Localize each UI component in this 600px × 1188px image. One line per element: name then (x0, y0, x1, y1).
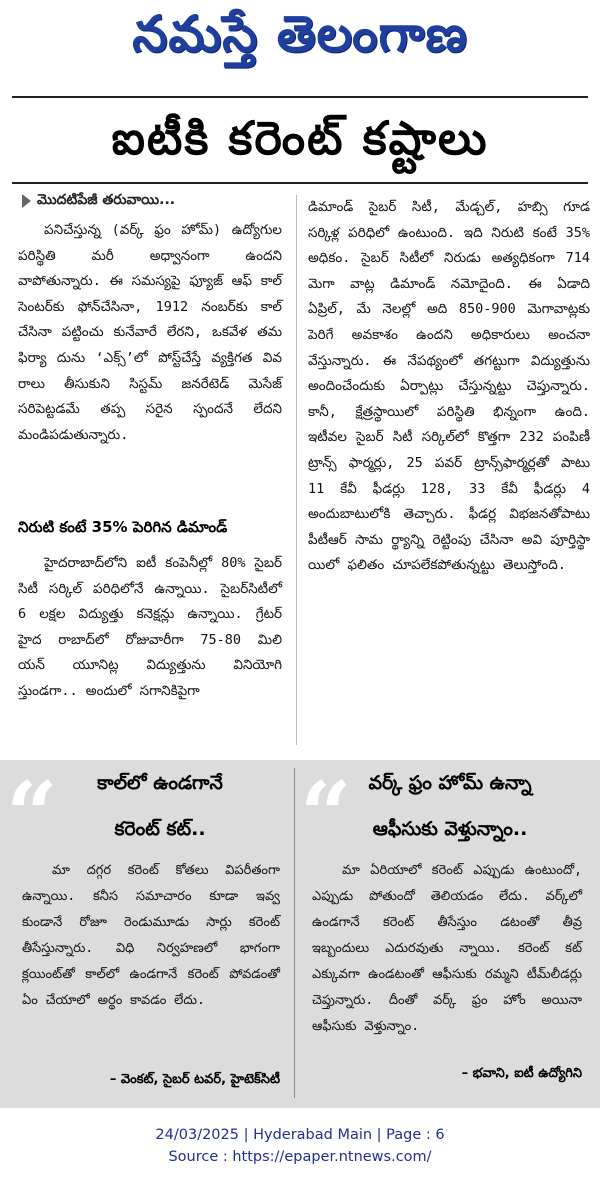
quote1-title-line2: కరెంట్ కట్.. (114, 818, 206, 840)
left-column-para1 (18, 218, 282, 448)
paragraph: హైదరాబాద్‌లోని ఐటీ కంపెనీల్లో 80% సైబర్ సిటీ సర్కిల్ పరిధిలోనే ఉన్నాయి. సైబర్‌సిటీలో 6 లక్షల విద్యుత్తు కనెక్షన్లు ఉన్నాయి. గ్రేటర్ హైద రాబాద్‌లో రోజువారీగా 75-80 మిలి యన్ యూనిట్ల విద్యుత్తును వినియోగి స్తుండగా.. అందులో సగానికిపైగా (18, 555, 282, 699)
page-footer (0, 1124, 600, 1172)
quote1-text (22, 858, 280, 1014)
quote2-title-line2: ఆఫీసుకు వెళ్తున్నాం.. (372, 818, 528, 840)
footer-date-edition: 24/03/2025 | Hyderabad Main | Page : 6 (155, 1127, 445, 1143)
paragraph: డిమాండ్ సైబర్ సిటీ, మేడ్చల్, హబ్సి గూడ సర్కిళ్ల పరిధిలో ఉంటుంది. ఇది నిరుటి కంటే 35% అధికం. సైబర్ సిటీలో నిరుడు అత్యధికంగా 714 మెగా వాట్ల డిమాండ్ నమోదైంది. ఈ ఏడాది ఏప్రిల్, మే నెలల్లో అది 850-900 మెగావాట్లకు పెరిగే అవకాశం ఉందని అధికారులు అంచనా వేస్తున్నారు. ఈ నేపథ్యంలో తగట్టుగా విద్యుత్తును అందించేందుకు ఏర్పాట్లు చేస్తున్నట్టు చెప్తున్నారు. కానీ, క్షేత్రస్థాయిలో పరిస్థితి భిన్నంగా ఉంది. ఇటీవల సైబర్ సిటీ సర్కిల్‌లో కొత్తగా 232 పంపిణీ ట్రాన్స్ ఫార్మర్లు, 25 పవర్ ట్రాన్స్‌ఫార్మర్లతో పాటు 11 కేవీ ఫీడర్లు 128, 33 కేవీ ఫీడర్లు 4 అందుబాటులోకి తెచ్చారు. ఫీడర్ల విభజనతోపాటు పీటీఆర్ సామ ర్థ్యాన్ని రెట్టింపు చేసినా అవి పూర్తిస్థా యిలో ఫలితం చూపలేకపోతున్నట్టు తెలుస్తోంది. (308, 199, 590, 574)
subheading: నిరుటి కంటే 35% పెరిగిన డిమాండ్ (18, 518, 228, 536)
quote2-text (312, 858, 582, 1040)
quote-mark-icon: “ (300, 762, 352, 868)
continued-label (22, 190, 292, 212)
quote1-title-line1: కాల్‌లో ఉండగానే (97, 772, 223, 794)
left-column-para2 (18, 551, 282, 705)
quote-mark-icon: “ (6, 762, 58, 868)
quote2-attribution: – భవాని, ఐటీ ఉద్యోగిని (461, 1066, 582, 1081)
column-divider (296, 195, 297, 745)
quotes-divider (294, 768, 295, 1098)
paragraph: మా ఏరియాలో కరెంట్ ఎప్పుడు ఉంటుందో, ఎప్పుడు పోతుందో తెలియడం లేదు. వర్క్‌లో ఉండగానే కరెంట్ తీసేస్తుం డటంతో తీవ్ర ఇబ్బందులు ఎదురవుతు న్నాయి. కరెంట్ కట్ ఎక్కువగా ఉండటంతో ఆఫీసుకు రమ్మని టీమ్‌లీడర్లు చెప్తున్నారు. దీంతో వర్క్ ఫ్రం హోం అయినా ఆఫీసుకు వెళ్తున్నాం. (312, 863, 582, 1034)
right-column (308, 195, 590, 579)
paragraph: మా దగ్గర కరెంట్ కోతలు విపరీతంగా ఉన్నాయి. కనీస సమాచారం కూడా ఇవ్వ కుండానే రోజూ రెండుమూడు సార్లు కరెంట్ తీసేస్తున్నారు. విధి నిర్వహణలో భాగంగా క్లయింట్‌తో కాల్‌లో ఉండగానే కరెంట్ పోవడంతో ఏం చేయాలో అర్థం కావడం లేదు. (22, 863, 280, 1008)
play-arrow-icon (22, 194, 31, 208)
continued-text: మొదటిపేజీ తరువాయి... (37, 191, 176, 208)
masthead (0, 0, 600, 80)
article-headline: ఐటీకి కరెంట్ కష్టాలు (111, 111, 489, 165)
footer-source: Source : https://epaper.ntnews.com/ (168, 1149, 432, 1165)
quote2-title-line1: వర్క్ ఫ్రం హోమ్ ఉన్నా (368, 772, 532, 794)
newspaper-logo: నమస్తే తెలంగాణ (132, 4, 468, 63)
paragraph: పనిచేస్తున్న (వర్క్ ఫ్రం హోమ్) ఉద్యోగుల పరిస్థితి మరీ అధ్వానంగా ఉందని వాపోతున్నారు. ఈ సమస్యపై ఫ్యూజ్ ఆఫ్ కాల్ సెంటర్‌కు ఫోన్‌చేసినా, 1912 నంబర్‌కు కాల్ చేసినా పట్టించు కునేవారే లేరని, ఒకవేళ తమ ఫిర్యా దును ‘ఎక్స్’లో పోస్ట్‌చేస్తే వ్యక్తిగత వివ రాలు తీసుకుని సిస్టమ్ జనరేటెడ్ మెసేజ్ సరిపెట్టడమే తప్ప సరైన స్పందనే లేదని మండిపడుతున్నారు. (18, 222, 282, 443)
quote1-attribution: – వెంకట్, సైబర్ టవర్, హైటెక్‌సిటీ (109, 1072, 280, 1087)
headline-rule (12, 182, 588, 184)
top-rule (12, 96, 588, 98)
